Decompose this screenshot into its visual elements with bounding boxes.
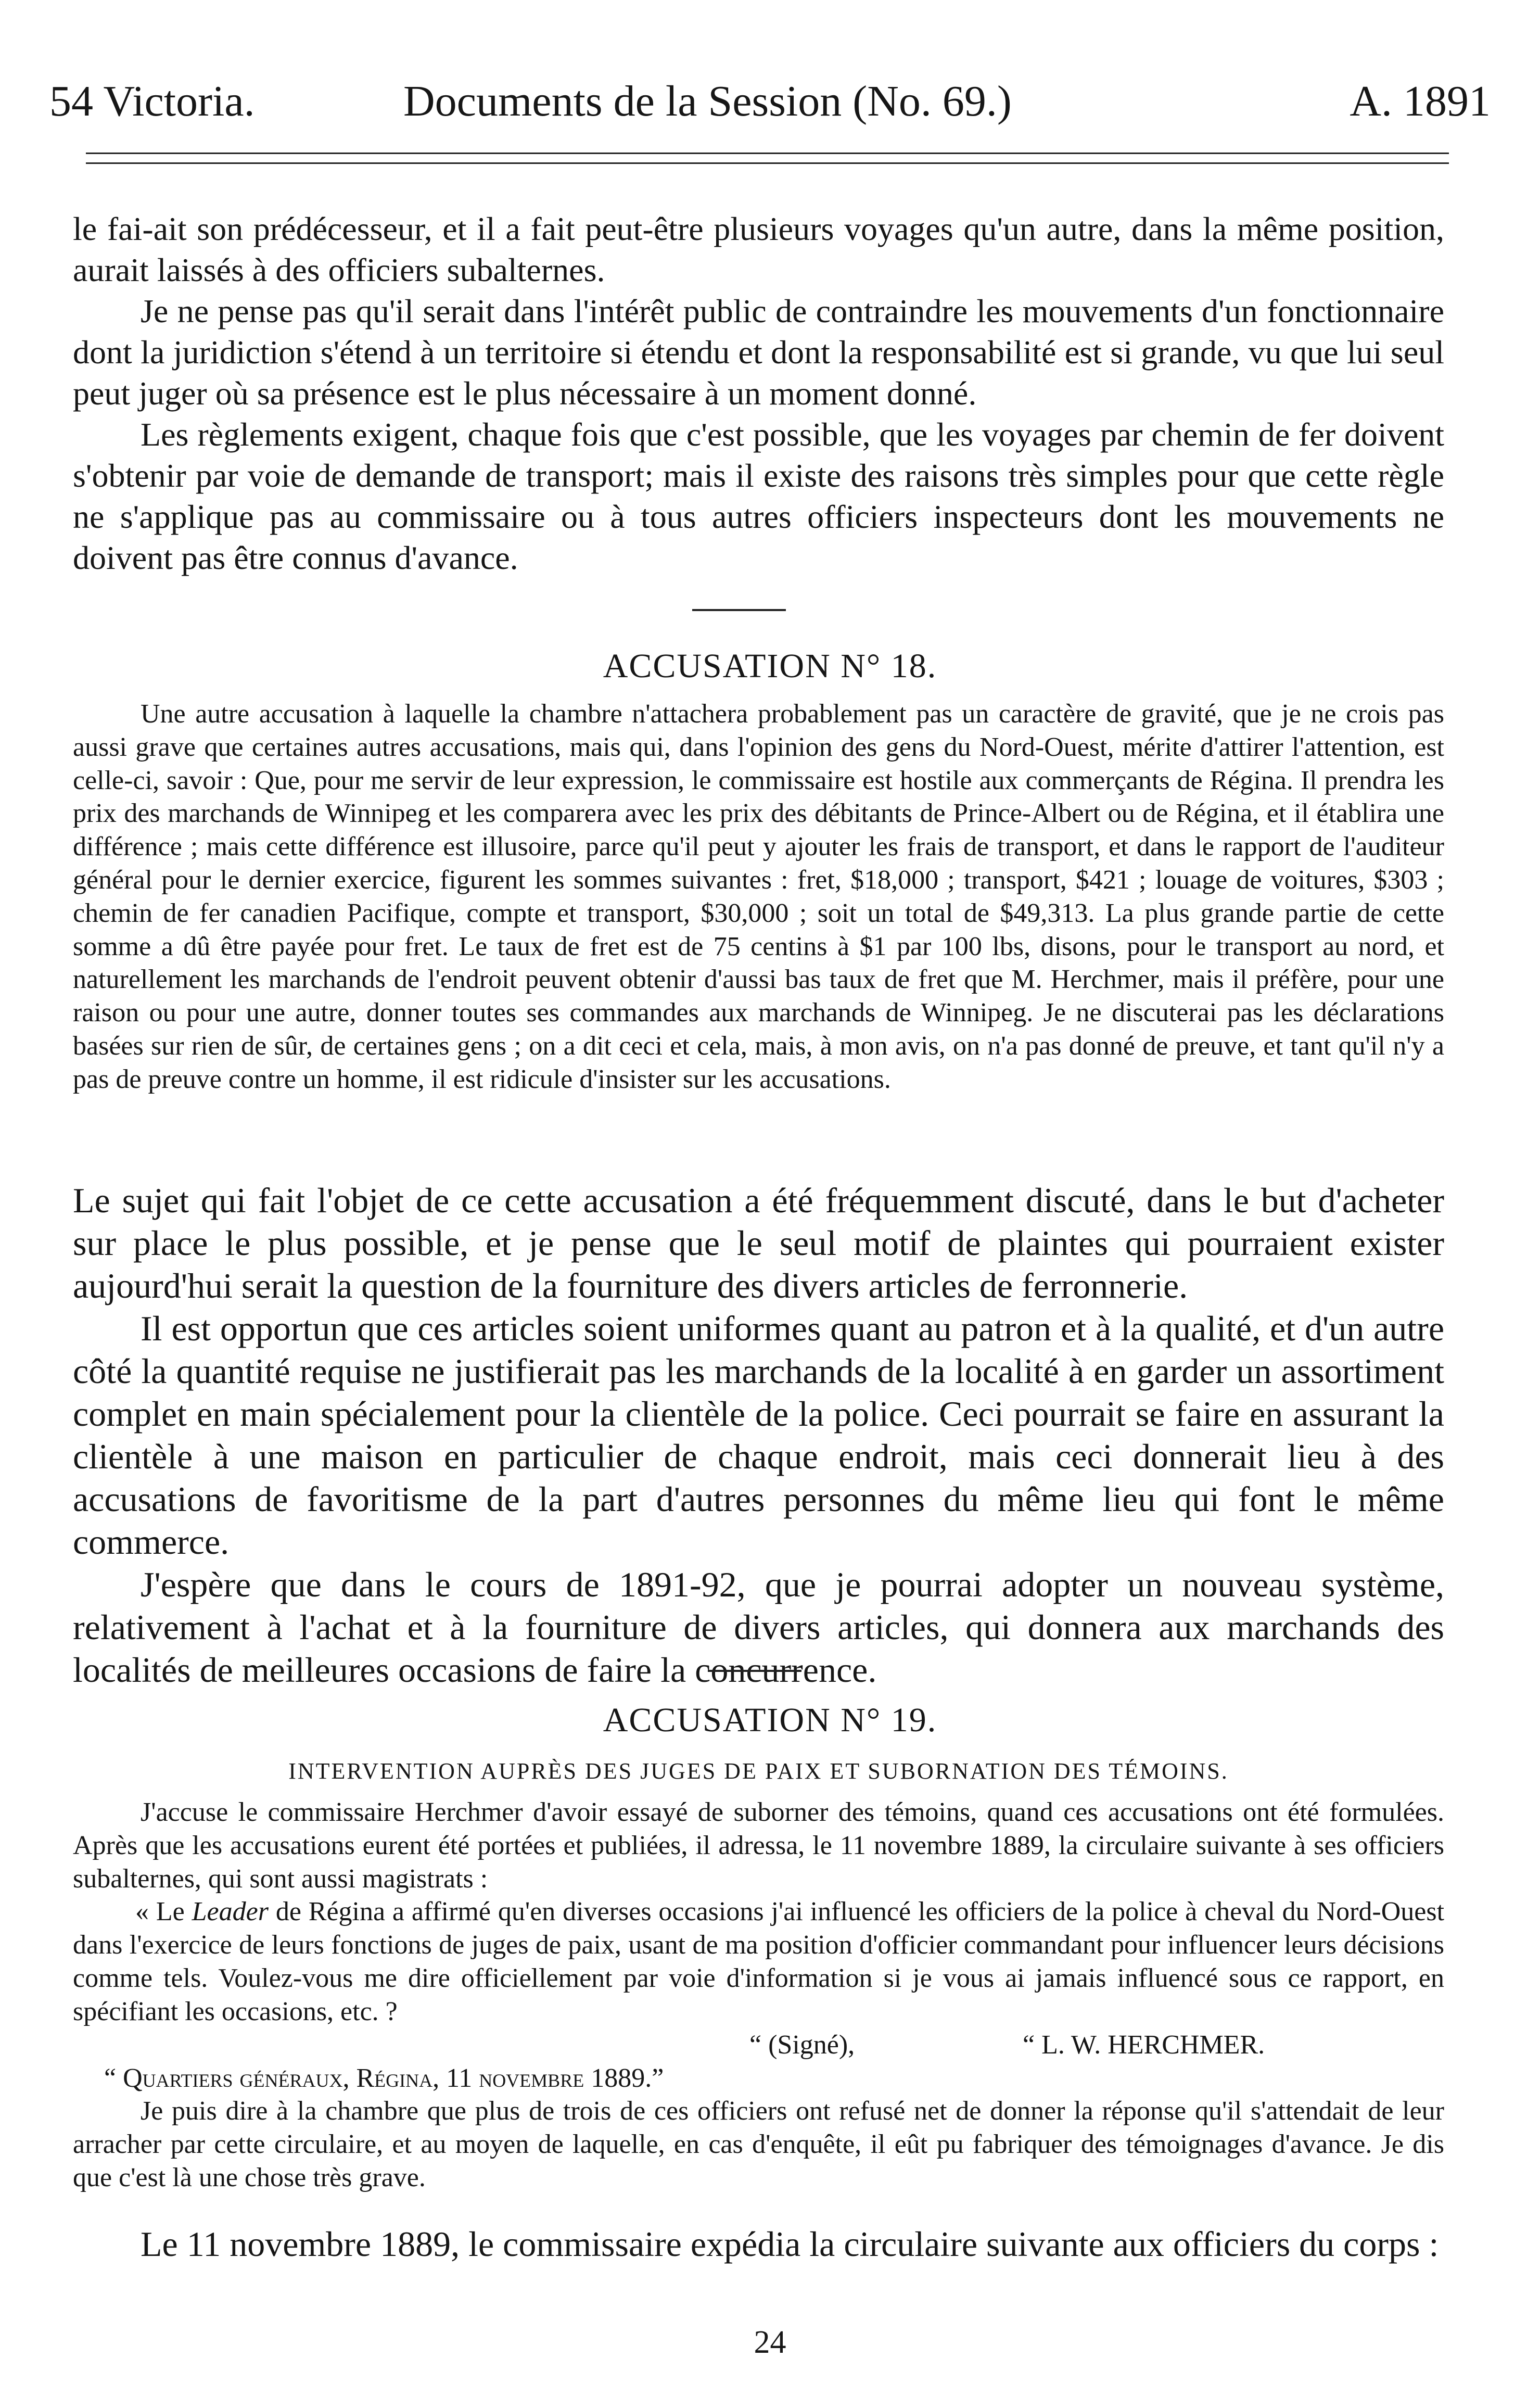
accusation-19-heading: ACCUSATION N° 19. — [603, 1701, 937, 1739]
circular-quote: « Le Leader de Régina a affirmé qu'en diverses occasions j'ai influencé les officiers de la police à cheval du Nord-Ouest dans l'exercice de leurs fonctions de juges de paix, usant de ma position d'officier commandant pour influencer leurs décisions comme tels. Voulez-vous me dire officiellement par voie d'information si je vous ai jamais influencé sous ce rapport, en spécifiant les occasions, etc. ? — [73, 1897, 1445, 2026]
circular-dateline: “ Quartiers généraux, Régina, 11 novembre 1889.” — [104, 2063, 664, 2093]
paragraph: Je puis dire à la chambre que plus de trois de ces officiers ont refusé net de donner la réponse qu'il s'attendait de leur arracher par cette circulaire, et au moyen de laquelle, en cas d'enquête, il eût pu fabriquer des témoignages d'avance. Je dis que c'est là une chose très grave. — [73, 2096, 1444, 2192]
running-header — [49, 73, 1491, 130]
header-title: Documents de la Session (No. 69.) — [403, 77, 1012, 125]
accusation-19-subtitle: INTERVENTION AUPRÈS DES JUGES DE PAIX ET SUBORNATION DES TÉMOINS. — [288, 1758, 1229, 1784]
header-year: A. 1891 — [1350, 77, 1491, 125]
newspaper-name: Leader — [192, 1897, 269, 1927]
page-number: 24 — [754, 2325, 786, 2360]
header-double-rule — [86, 153, 1449, 164]
section-divider — [708, 1670, 801, 1672]
signature-row — [73, 2028, 1444, 2062]
accusation-19-complaint — [73, 1796, 1444, 2195]
signer-name: “ L. W. HERCHMER. — [1023, 2030, 1265, 2060]
accusation-18-complaint — [73, 698, 1444, 1096]
signed-label: “ (Signé), — [749, 2030, 855, 2060]
paragraph: le fai-ait son prédécesseur, et il a fait peut-être plusieurs voyages qu'un autre, dans la même position, aurait laissés à des officiers subalternes. — [73, 210, 1444, 288]
paragraph: Une autre accusation à laquelle la chambre n'attachera probablement pas un caractère de gravité, que je ne crois pas aussi grave que certaines autres accusations, mais qui, dans l'opinion des gens du Nord-Ouest, mérite d'attirer l'attention, est celle-ci, savoir : Que, pour me servir de leur expression, le commissaire est hostile aux commerçants de Régina. Il prendra les prix des marchands de Winnipeg et les comparera avec les prix des débitants de Prince-Albert ou de Régina, et il établira une différence ; mais cette différence est illusoire, parce qu'il peut y ajouter les frais de transport, et dans le rapport de l'auditeur général pour le dernier exercice, figurent les sommes suivantes : fret, $18,000 ; transport, $421 ; louage de voitures, $303 ; chemin de fer canadien Pacifique, compte et transport, $30,000 ; soit un total de $49,313. La plus grande partie de cette somme a dû être payée pour fret. Le taux de fret est de 75 centins à $1 par 100 lbs, disons, pour le transport au nord, et naturellement les marchands de l'endroit peuvent obtenir d'aussi bas taux de fret que M. Herchmer, mais il préfère, pour une raison ou pour une autre, donner toutes ses commandes aux marchands de Winnipeg. Je ne discuterai pas les déclarations basées sur rien de sûr, de certaines gens ; on a dit ceci et cela, mais, à mon avis, on n'a pas donné de preuve, et tant qu'il n'y a pas de preuve contre un homme, il est ridicule d'insister sur les accusations. — [73, 699, 1444, 1094]
accusation-19-reply — [73, 2223, 1444, 2265]
section-divider — [692, 609, 786, 611]
paragraph: J'accuse le commissaire Herchmer d'avoir essayé de suborner des témoins, quand ces accusations ont été formulées. Après que les accusations eurent été portées et publiées, il adressa, le 11 novembre 1889, la circulaire suivante à ses officiers subalternes, qui sont aussi magistrats : — [73, 1797, 1444, 1894]
header-volume: 54 Victoria. — [49, 77, 255, 125]
accusation-18-heading: ACCUSATION N° 18. — [603, 647, 937, 685]
paragraph: J'espère que dans le cours de 1891-92, que je pourrai adopter un nouveau système, relativement à l'achat et à la fourniture de divers articles, qui donnera aux marchands des localités de meilleures occasions de faire la concurrence. — [73, 1565, 1444, 1690]
paragraph: Le sujet qui fait l'objet de ce cette accusation a été fréquemment discuté, dans le but d'acheter sur place le plus possible, et je pense que le seul motif de plaintes qui pourraient exister aujourd'hui serait la question de la fourniture des divers articles de ferronnerie. — [73, 1181, 1444, 1305]
accusation-18-reply — [73, 1179, 1444, 1691]
paragraph: Je ne pense pas qu'il serait dans l'intérêt public de contraindre les mouvements d'un fonctionnaire dont la juridiction s'étend à un territoire si étendu et dont la responsabilité est si grande, vu que lui seul peut juger où sa présence est le plus nécessaire à un moment donné. — [73, 293, 1444, 412]
paragraph: Les règlements exigent, chaque fois que c'est possible, que les voyages par chemin de fer doivent s'obtenir par voie de demande de transport; mais il existe des raisons très simples pour que cette règle ne s'applique pas au commissaire ou à tous autres officiers inspecteurs dont les mouvements ne doivent pas être connus d'avance. — [73, 416, 1444, 576]
paragraph: Il est opportun que ces articles soient uniformes quant au patron et à la qualité, et d'un autre côté la quantité requise ne justifierait pas les marchands de la localité à en garder un assortiment complet en main spécialement pour la clientèle de la police. Ceci pourrait se faire en assurant la clientèle à une maison en particulier de chaque endroit, mais ceci donnerait lieu à des accusations de favoritisme de la part d'autres personnes du même lieu qui font le même commerce. — [73, 1309, 1444, 1562]
paragraph: Le 11 novembre 1889, le commissaire expédia la circulaire suivante aux officiers du corps : — [141, 2224, 1439, 2264]
opening-section — [73, 208, 1444, 578]
